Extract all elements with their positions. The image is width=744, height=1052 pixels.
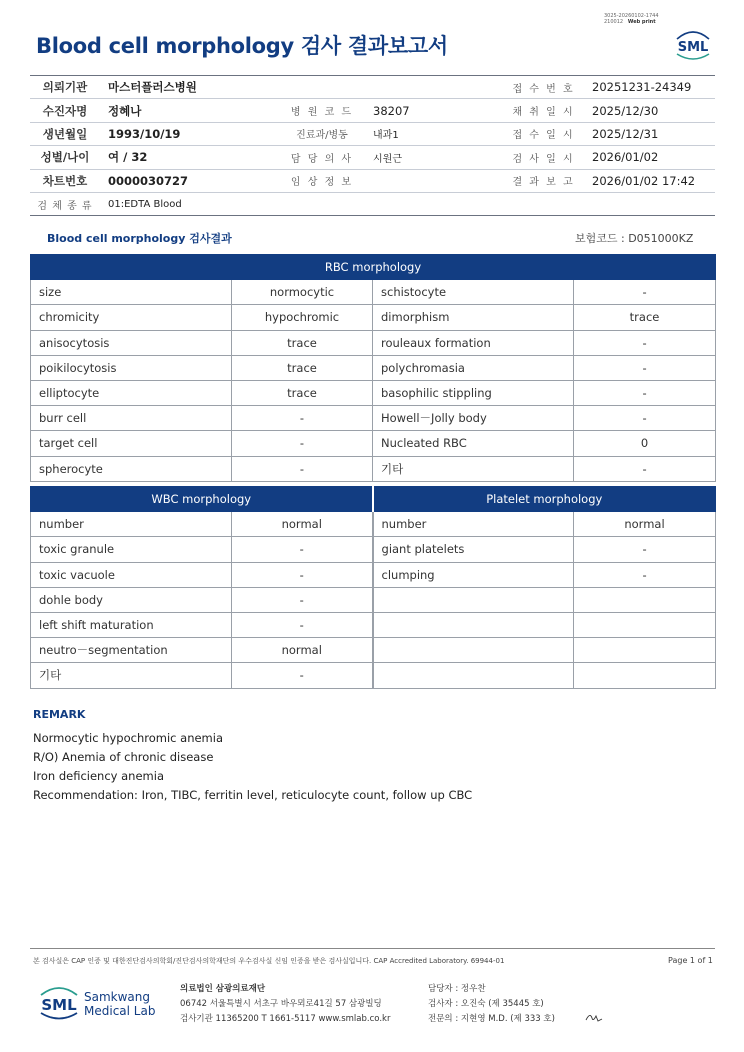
table-row xyxy=(30,122,715,145)
sml-logo-text: SML xyxy=(677,40,709,55)
wbc-value-cell: normal xyxy=(574,512,716,537)
rbc-value-cell: trace xyxy=(232,355,373,380)
receipt-no-label: 접 수 번 호 xyxy=(503,76,584,99)
receipt-date-value: 2025/12/31 xyxy=(584,122,715,145)
request-org-label: 의뢰기관 xyxy=(30,76,100,99)
rbc-value-cell: 0 xyxy=(574,431,716,456)
patient-name-label: 수진자명 xyxy=(30,99,100,122)
rbc-value-cell: - xyxy=(574,355,716,380)
org-address: 06742 서울특별시 서초구 바우뫼로41길 57 삼광빌딩 xyxy=(180,999,382,1009)
doctor-label: 담 당 의 사 xyxy=(279,146,365,169)
rbc-value-cell: hypochromic xyxy=(232,305,373,330)
wbc-value-cell xyxy=(574,587,716,612)
rbc-value-cell: - xyxy=(574,280,716,305)
birth-label: 생년월일 xyxy=(30,122,100,145)
table-row xyxy=(30,169,715,192)
table-row xyxy=(31,431,716,456)
document-code: 3025-20260102-1744 210012 Web print xyxy=(604,13,659,25)
wbc-label-cell: toxic vacuole xyxy=(31,562,232,587)
rbc-value-cell: - xyxy=(574,380,716,405)
staff-specialist: 전문의 : 지현영 M.D. (제 333 호) xyxy=(428,1014,555,1024)
wbc-label-cell: number xyxy=(31,512,232,537)
clinical-label: 임 상 정 보 xyxy=(279,169,365,192)
wbc-value-cell: - xyxy=(232,612,373,637)
rbc-label-cell: Howell－Jolly body xyxy=(373,406,574,431)
table-row xyxy=(31,380,716,405)
doctor-value: 시원근 xyxy=(365,146,503,169)
wbc-label-cell: giant platelets xyxy=(373,537,574,562)
wbc-value-cell: - xyxy=(232,663,373,688)
page-title: Blood cell morphology 검사 결과보고서 xyxy=(36,34,448,58)
rbc-value-cell: trace xyxy=(232,380,373,405)
rbc-value-cell: - xyxy=(232,406,373,431)
wbc-label-cell: dohle body xyxy=(31,587,232,612)
table-row xyxy=(31,537,716,562)
wbc-label-cell: left shift maturation xyxy=(31,612,232,637)
platelet-header: Platelet morphology xyxy=(373,487,716,512)
table-row xyxy=(31,663,716,688)
wbc-label-cell xyxy=(373,612,574,637)
wbc-label-cell: clumping xyxy=(373,562,574,587)
patient-info-table xyxy=(30,75,715,216)
insurance-code: 보험코드 : D051000KZ xyxy=(575,232,694,245)
staff-tester: 검사자 : 오진숙 (제 35445 호) xyxy=(428,999,544,1009)
patient-name-value: 정혜나 xyxy=(100,99,279,122)
dept-value: 내과1 xyxy=(365,122,503,145)
rbc-label-cell: basophilic stippling xyxy=(373,380,574,405)
brand-name-line1: Samkwang xyxy=(84,990,150,1004)
table-row xyxy=(31,330,716,355)
remark-line: R/O) Anemia of chronic disease xyxy=(33,750,214,764)
table-row xyxy=(31,587,716,612)
rbc-value-cell: trace xyxy=(574,305,716,330)
rbc-value-cell: - xyxy=(232,431,373,456)
rbc-value-cell: - xyxy=(574,406,716,431)
dept-label: 진료과/병동 xyxy=(279,122,365,145)
rbc-label-cell: schistocyte xyxy=(373,280,574,305)
remark-line: Recommendation: Iron, TIBC, ferritin level, reticulocyte count, follow up CBC xyxy=(33,788,473,802)
signature-icon xyxy=(584,1010,604,1024)
page-number: Page 1 of 1 xyxy=(668,956,713,965)
wbc-value-cell: normal xyxy=(232,638,373,663)
table-row xyxy=(31,406,716,431)
rbc-label-cell: 기타 xyxy=(373,456,574,481)
table-row xyxy=(30,99,715,122)
wbc-value-cell: - xyxy=(574,562,716,587)
wbc-value-cell: - xyxy=(574,537,716,562)
rbc-header: RBC morphology xyxy=(31,255,716,280)
sml-footer-logo-icon xyxy=(35,980,83,1024)
wbc-value-cell: - xyxy=(232,562,373,587)
remark-line: Normocytic hypochromic anemia xyxy=(33,731,223,745)
wbc-header: WBC morphology xyxy=(31,487,373,512)
table-row xyxy=(31,305,716,330)
wbc-label-cell: neutro－segmentation xyxy=(31,638,232,663)
rbc-label-cell: anisocytosis xyxy=(31,330,232,355)
org-name: 의료법인 삼광의료재단 xyxy=(180,984,266,994)
table-row xyxy=(30,146,715,169)
wbc-label-cell: toxic granule xyxy=(31,537,232,562)
wbc-value-cell: - xyxy=(232,587,373,612)
rbc-label-cell: burr cell xyxy=(31,406,232,431)
wbc-label-cell xyxy=(373,638,574,663)
rbc-value-cell: normocytic xyxy=(232,280,373,305)
rbc-value-cell: - xyxy=(574,456,716,481)
remark-title: REMARK xyxy=(33,708,86,721)
wbc-value-cell: - xyxy=(232,537,373,562)
hospital-code-value: 38207 xyxy=(365,99,503,122)
sex-age-label: 성별/나이 xyxy=(30,146,100,169)
clinical-value xyxy=(365,169,503,192)
rbc-label-cell: rouleaux formation xyxy=(373,330,574,355)
collect-date-value: 2025/12/30 xyxy=(584,99,715,122)
wbc-value-cell xyxy=(574,612,716,637)
wbc-label-cell: 기타 xyxy=(31,663,232,688)
table-row xyxy=(30,76,715,99)
rbc-label-cell: Nucleated RBC xyxy=(373,431,574,456)
footer-divider xyxy=(30,948,715,949)
receipt-no-value: 20251231-24349 xyxy=(584,76,715,99)
wbc-platelet-morphology-table xyxy=(30,486,716,689)
table-row xyxy=(31,638,716,663)
specimen-value: 01:EDTA Blood xyxy=(100,192,715,215)
hospital-code-label: 병 원 코 드 xyxy=(279,99,365,122)
table-row xyxy=(31,456,716,481)
chart-no-label: 차트번호 xyxy=(30,169,100,192)
birth-value: 1993/10/19 xyxy=(100,122,279,145)
rbc-label-cell: polychromasia xyxy=(373,355,574,380)
rbc-label-cell: dimorphism xyxy=(373,305,574,330)
wbc-value-cell xyxy=(574,663,716,688)
rbc-value-cell: - xyxy=(232,456,373,481)
wbc-label-cell xyxy=(373,663,574,688)
rbc-label-cell: poikilocytosis xyxy=(31,355,232,380)
rbc-label-cell: elliptocyte xyxy=(31,380,232,405)
chart-no-value: 0000030727 xyxy=(100,169,279,192)
report-label: 결 과 보 고 xyxy=(503,169,584,192)
table-row xyxy=(31,562,716,587)
remark-line: Iron deficiency anemia xyxy=(33,769,164,783)
table-row xyxy=(31,280,716,305)
report-date-value: 2026/01/02 17:42 xyxy=(584,169,715,192)
sex-age-value: 여 / 32 xyxy=(100,146,279,169)
rbc-morphology-table xyxy=(30,254,716,482)
sml-footer-logo-text: SML xyxy=(41,996,77,1014)
rbc-value-cell: - xyxy=(574,330,716,355)
receipt-date-label: 접 수 일 시 xyxy=(503,122,584,145)
test-date-label: 검 사 일 시 xyxy=(503,146,584,169)
table-row xyxy=(31,612,716,637)
rbc-label-cell: size xyxy=(31,280,232,305)
wbc-label-cell: number xyxy=(373,512,574,537)
specimen-label: 검 체 종 류 xyxy=(30,192,100,215)
staff-manager: 담당자 : 정우찬 xyxy=(428,984,486,994)
org-contact: 검사기관 11365200 T 1661-5117 www.smlab.co.kr xyxy=(180,1014,391,1024)
rbc-label-cell: spherocyte xyxy=(31,456,232,481)
accreditation-note: 본 검사실은 CAP 인증 및 대한진단검사의학회/진단검사의학재단의 우수검사실 신임 인증을 받은 검사실입니다. CAP Accredited Laboratory. 69944-01 xyxy=(33,957,505,965)
request-org-value: 마스터플러스병원 xyxy=(100,76,503,99)
rbc-value-cell: trace xyxy=(232,330,373,355)
collect-date-label: 채 취 일 시 xyxy=(503,99,584,122)
wbc-value-cell xyxy=(574,638,716,663)
test-date-value: 2026/01/02 xyxy=(584,146,715,169)
table-row xyxy=(30,192,715,215)
wbc-label-cell xyxy=(373,587,574,612)
table-row xyxy=(31,512,716,537)
wbc-value-cell: normal xyxy=(232,512,373,537)
sml-logo-icon xyxy=(671,26,715,62)
table-row xyxy=(31,355,716,380)
brand-name-line2: Medical Lab xyxy=(84,1004,156,1018)
rbc-label-cell: chromicity xyxy=(31,305,232,330)
rbc-label-cell: target cell xyxy=(31,431,232,456)
results-title: Blood cell morphology 검사결과 xyxy=(47,232,232,245)
